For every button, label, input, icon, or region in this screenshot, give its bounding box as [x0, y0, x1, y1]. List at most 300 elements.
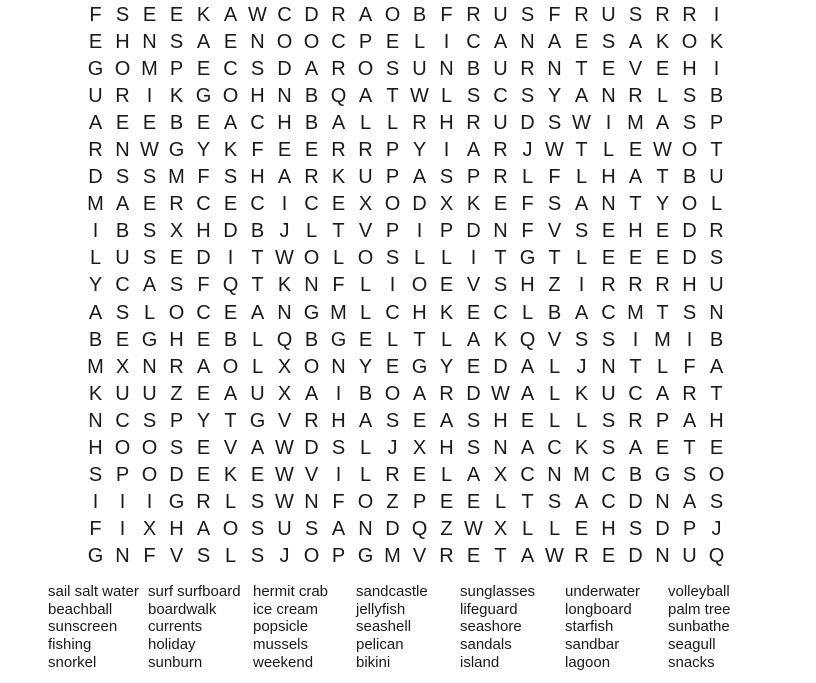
grid-letter: L: [224, 490, 237, 513]
grid-letter: A: [223, 112, 238, 135]
grid-letter: A: [223, 382, 238, 405]
grid-letter: L: [224, 544, 237, 567]
grid-letter: S: [682, 463, 697, 486]
grid-letter: D: [196, 247, 211, 270]
grid-letter: E: [601, 544, 616, 567]
grid-letter: L: [359, 274, 372, 297]
grid-letter: H: [88, 436, 103, 459]
grid-letter: E: [601, 58, 616, 81]
grid-letter: G: [168, 490, 185, 513]
grid-letter: E: [196, 463, 211, 486]
grid-letter: A: [88, 301, 103, 324]
grid-letter: I: [713, 58, 720, 81]
grid-letter: N: [304, 274, 319, 297]
grid-letter: I: [146, 490, 153, 513]
grid-letter: A: [574, 301, 589, 324]
grid-letter: W: [545, 139, 564, 162]
grid-letter: G: [654, 463, 671, 486]
grid-letter: E: [223, 301, 238, 324]
grid-letter: V: [223, 436, 238, 459]
grid-letter: A: [520, 382, 535, 405]
grid-letter: L: [89, 247, 102, 270]
grid-letter: E: [493, 193, 508, 216]
grid-letter: A: [412, 382, 427, 405]
grid-letter: H: [250, 166, 265, 189]
grid-letter: M: [627, 301, 644, 324]
grid-letter: A: [466, 328, 481, 351]
grid-letter: D: [88, 166, 103, 189]
grid-letter: S: [142, 166, 157, 189]
grid-letter: B: [250, 220, 265, 243]
grid-letter: E: [628, 139, 643, 162]
grid-letter: E: [196, 58, 211, 81]
grid-letter: Q: [519, 328, 536, 351]
grid-letter: E: [115, 112, 130, 135]
grid-letter: C: [628, 382, 643, 405]
grid-letter: F: [251, 139, 264, 162]
grid-letter: G: [303, 301, 320, 324]
grid-letter: B: [682, 166, 697, 189]
grid-letter: A: [466, 463, 481, 486]
grid-letter: I: [119, 490, 126, 513]
word-list-item: bikini: [356, 653, 391, 671]
grid-letter: D: [304, 436, 319, 459]
grid-letter: R: [682, 4, 697, 27]
grid-letter: O: [141, 436, 158, 459]
grid-letter: I: [92, 490, 99, 513]
grid-letter: L: [440, 463, 453, 486]
grid-letter: G: [168, 139, 185, 162]
grid-letter: E: [115, 328, 130, 351]
grid-letter: A: [574, 85, 589, 108]
grid-letter: S: [574, 220, 589, 243]
grid-letter: E: [574, 31, 589, 54]
grid-letter: B: [304, 85, 319, 108]
grid-letter: L: [143, 301, 156, 324]
grid-letter: E: [466, 544, 481, 567]
grid-letter: D: [385, 517, 400, 540]
grid-letter: W: [464, 517, 483, 540]
grid-letter: G: [330, 328, 347, 351]
word-list-item: mussels: [253, 636, 309, 654]
grid-letter: Z: [170, 382, 183, 405]
grid-letter: F: [332, 274, 345, 297]
grid-letter: E: [169, 4, 184, 27]
grid-letter: E: [466, 301, 481, 324]
grid-letter: R: [196, 490, 211, 513]
grid-letter: Y: [196, 409, 211, 432]
grid-letter: T: [494, 247, 507, 270]
word-list-item: starfish: [565, 618, 614, 636]
grid-letter: H: [331, 409, 346, 432]
grid-letter: O: [114, 436, 131, 459]
grid-letter: I: [713, 4, 720, 27]
grid-letter: J: [279, 544, 290, 567]
grid-letter: A: [709, 355, 724, 378]
grid-letter: S: [385, 409, 400, 432]
grid-letter: X: [493, 463, 508, 486]
grid-letter: I: [605, 112, 612, 135]
grid-letter: B: [169, 112, 184, 135]
grid-letter: D: [655, 517, 670, 540]
grid-letter: B: [709, 328, 724, 351]
grid-letter: E: [412, 409, 427, 432]
grid-letter: J: [522, 139, 533, 162]
grid-letter: C: [223, 58, 238, 81]
grid-letter: O: [303, 31, 320, 54]
grid-letter: L: [521, 301, 534, 324]
grid-letter: E: [439, 490, 454, 513]
grid-letter: A: [304, 58, 319, 81]
grid-letter: B: [223, 328, 238, 351]
grid-letter: Q: [330, 85, 347, 108]
grid-letter: X: [358, 193, 373, 216]
grid-letter: P: [412, 490, 427, 513]
grid-letter: U: [88, 85, 103, 108]
grid-letter: T: [683, 436, 696, 459]
word-list-item: island: [460, 653, 500, 671]
grid-letter: E: [142, 112, 157, 135]
grid-letter: T: [629, 193, 642, 216]
grid-letter: U: [412, 58, 427, 81]
grid-letter: U: [115, 247, 130, 270]
grid-letter: F: [89, 517, 102, 540]
grid-letter: O: [168, 301, 185, 324]
word-list-item: sunbathe: [668, 618, 730, 636]
grid-letter: R: [169, 355, 184, 378]
grid-letter: A: [223, 4, 238, 27]
grid-letter: I: [119, 517, 126, 540]
word-list-item: sandbar: [565, 636, 620, 654]
grid-letter: D: [466, 382, 481, 405]
grid-letter: K: [574, 382, 589, 405]
grid-letter: R: [628, 85, 643, 108]
grid-letter: A: [358, 4, 373, 27]
grid-letter: N: [709, 301, 724, 324]
grid-letter: I: [227, 247, 234, 270]
grid-letter: S: [547, 490, 562, 513]
word-list-item: jellyfish: [356, 600, 406, 618]
grid-letter: L: [440, 328, 453, 351]
grid-letter: S: [115, 301, 130, 324]
grid-letter: X: [115, 355, 130, 378]
grid-letter: L: [656, 85, 669, 108]
grid-letter: V: [169, 544, 184, 567]
grid-letter: U: [493, 4, 508, 27]
grid-letter: C: [115, 409, 130, 432]
grid-letter: O: [411, 274, 428, 297]
grid-letter: C: [466, 31, 481, 54]
grid-letter: E: [304, 139, 319, 162]
grid-letter: B: [466, 58, 481, 81]
word-list-item: sunburn: [148, 653, 203, 671]
grid-letter: A: [115, 193, 130, 216]
grid-letter: C: [277, 4, 292, 27]
grid-letter: R: [682, 382, 697, 405]
grid-letter: L: [548, 517, 561, 540]
grid-letter: V: [304, 463, 319, 486]
grid-letter: A: [628, 436, 643, 459]
word-list-item: sandcastle: [356, 583, 428, 600]
grid-letter: E: [466, 490, 481, 513]
grid-letter: Z: [386, 490, 399, 513]
grid-letter: C: [601, 490, 616, 513]
grid-letter: W: [275, 463, 294, 486]
grid-letter: R: [655, 274, 670, 297]
grid-letter: C: [493, 301, 508, 324]
grid-letter: A: [520, 436, 535, 459]
grid-letter: A: [547, 31, 562, 54]
grid-letter: R: [439, 544, 454, 567]
grid-letter: I: [389, 274, 396, 297]
word-list-item: holiday: [148, 636, 196, 654]
grid-letter: B: [304, 112, 319, 135]
grid-letter: S: [169, 31, 184, 54]
grid-letter: B: [304, 328, 319, 351]
grid-letter: H: [628, 220, 643, 243]
grid-letter: R: [304, 166, 319, 189]
grid-letter: N: [358, 517, 373, 540]
grid-letter: D: [169, 463, 184, 486]
grid-letter: L: [251, 355, 264, 378]
grid-letter: S: [331, 436, 346, 459]
grid-letter: M: [573, 463, 590, 486]
grid-letter: E: [385, 355, 400, 378]
grid-letter: L: [386, 328, 399, 351]
grid-letter: C: [493, 85, 508, 108]
grid-letter: A: [655, 112, 670, 135]
grid-letter: V: [547, 328, 562, 351]
grid-letter: R: [493, 166, 508, 189]
word-list-item: pelican: [356, 636, 404, 654]
grid-letter: S: [520, 4, 535, 27]
grid-letter: O: [357, 247, 374, 270]
grid-letter: R: [628, 409, 643, 432]
grid-letter: O: [114, 58, 131, 81]
grid-letter: C: [601, 301, 616, 324]
grid-letter: W: [140, 139, 159, 162]
grid-letter: H: [601, 166, 616, 189]
grid-letter: N: [115, 544, 130, 567]
grid-letter: R: [574, 4, 589, 27]
grid-letter: W: [545, 544, 564, 567]
grid-letter: P: [385, 139, 400, 162]
grid-letter: A: [358, 85, 373, 108]
grid-letter: T: [656, 166, 669, 189]
grid-letter: V: [277, 409, 292, 432]
grid-letter: L: [575, 247, 588, 270]
grid-letter: L: [494, 490, 507, 513]
grid-letter: I: [686, 328, 693, 351]
grid-letter: P: [439, 220, 454, 243]
grid-letter: N: [277, 301, 292, 324]
grid-letter: M: [87, 193, 104, 216]
word-list-column: [460, 583, 535, 672]
grid-letter: O: [222, 355, 239, 378]
grid-letter: A: [88, 112, 103, 135]
grid-letter: R: [115, 85, 130, 108]
grid-letter: R: [358, 139, 373, 162]
grid-letter: U: [250, 382, 265, 405]
grid-letter: F: [521, 193, 534, 216]
grid-letter: U: [277, 517, 292, 540]
grid-letter: N: [547, 463, 562, 486]
grid-letter: P: [169, 409, 184, 432]
grid-letter: S: [628, 517, 643, 540]
grid-letter: K: [655, 31, 670, 54]
grid-letter: T: [251, 247, 264, 270]
grid-letter: E: [142, 193, 157, 216]
grid-letter: J: [711, 517, 722, 540]
grid-letter: X: [169, 220, 184, 243]
grid-letter: S: [250, 490, 265, 513]
grid-letter: U: [115, 382, 130, 405]
grid-letter: S: [466, 436, 481, 459]
grid-letter: R: [628, 274, 643, 297]
grid-letter: K: [466, 193, 481, 216]
grid-letter: T: [413, 328, 426, 351]
grid-letter: L: [440, 85, 453, 108]
grid-letter: S: [682, 85, 697, 108]
grid-letter: V: [412, 544, 427, 567]
grid-letter: V: [628, 58, 643, 81]
grid-letter: S: [682, 301, 697, 324]
grid-letter: W: [275, 436, 294, 459]
grid-letter: A: [358, 409, 373, 432]
grid-letter: I: [443, 139, 450, 162]
grid-letter: L: [521, 166, 534, 189]
grid-letter: K: [223, 463, 238, 486]
grid-letter: O: [681, 139, 698, 162]
word-list-item: sunscreen: [48, 618, 118, 636]
grid-letter: A: [493, 31, 508, 54]
grid-letter: K: [493, 328, 508, 351]
grid-letter: N: [655, 490, 670, 513]
grid-letter: E: [520, 409, 535, 432]
grid-letter: T: [386, 85, 399, 108]
grid-letter: N: [655, 544, 670, 567]
word-list-item: sunglasses: [460, 583, 536, 600]
grid-letter: A: [250, 301, 265, 324]
grid-letter: Y: [196, 139, 211, 162]
grid-letter: E: [709, 436, 724, 459]
grid-letter: H: [196, 220, 211, 243]
grid-letter: U: [142, 382, 157, 405]
grid-letter: U: [682, 544, 697, 567]
grid-letter: L: [359, 463, 372, 486]
grid-letter: S: [304, 517, 319, 540]
grid-letter: P: [709, 112, 724, 135]
grid-letter: N: [331, 355, 346, 378]
grid-letter: Q: [708, 544, 725, 567]
grid-letter: I: [632, 328, 639, 351]
grid-letter: O: [222, 85, 239, 108]
word-list-column: [253, 583, 328, 672]
grid-letter: A: [277, 166, 292, 189]
word-list-item: palm tree: [668, 600, 731, 618]
grid-letter: E: [574, 517, 589, 540]
grid-letter: I: [578, 274, 585, 297]
grid-letter: L: [386, 112, 399, 135]
grid-letter: J: [387, 436, 398, 459]
grid-letter: Q: [222, 274, 239, 297]
grid-letter: V: [466, 274, 481, 297]
grid-letter: W: [491, 382, 510, 405]
grid-letter: X: [412, 436, 427, 459]
grid-letter: N: [520, 31, 535, 54]
grid-letter: F: [548, 4, 561, 27]
grid-letter: D: [493, 355, 508, 378]
grid-letter: S: [142, 247, 157, 270]
grid-letter: O: [681, 193, 698, 216]
word-list-column: [148, 583, 241, 672]
grid-letter: O: [303, 247, 320, 270]
grid-letter: R: [709, 220, 724, 243]
grid-letter: S: [466, 409, 481, 432]
grid-letter: T: [710, 382, 723, 405]
grid-letter: L: [548, 382, 561, 405]
grid-letter: N: [88, 409, 103, 432]
grid-letter: N: [142, 31, 157, 54]
grid-letter: S: [196, 544, 211, 567]
grid-letter: R: [385, 463, 400, 486]
grid-letter: I: [335, 382, 342, 405]
grid-letter: S: [601, 328, 616, 351]
grid-letter: S: [169, 436, 184, 459]
grid-letter: J: [576, 355, 587, 378]
grid-letter: N: [601, 355, 616, 378]
grid-letter: E: [196, 436, 211, 459]
grid-letter: E: [250, 463, 265, 486]
grid-letter: K: [196, 4, 211, 27]
grid-letter: B: [358, 382, 373, 405]
grid-letter: W: [248, 4, 267, 27]
grid-letter: N: [142, 355, 157, 378]
grid-letter: D: [682, 220, 697, 243]
grid-letter: A: [574, 193, 589, 216]
grid-letter: H: [493, 409, 508, 432]
grid-letter: H: [439, 436, 454, 459]
grid-letter: P: [682, 517, 697, 540]
grid-letter: R: [88, 139, 103, 162]
word-list-item: lagoon: [565, 653, 611, 671]
grid-letter: S: [250, 58, 265, 81]
grid-letter: L: [413, 247, 426, 270]
grid-letter: H: [601, 517, 616, 540]
grid-letter: S: [115, 4, 130, 27]
grid-letter: S: [88, 463, 103, 486]
word-list-item: surf surfboard: [148, 583, 241, 600]
grid-letter: T: [332, 220, 345, 243]
grid-letter: R: [520, 58, 535, 81]
grid-letter: S: [223, 166, 238, 189]
grid-letter: G: [249, 409, 266, 432]
word-list-column: [356, 583, 428, 672]
grid-letter: C: [304, 193, 319, 216]
grid-letter: S: [547, 112, 562, 135]
word-list-item: lifeguard: [460, 600, 518, 618]
grid-letter: F: [197, 274, 210, 297]
grid-letter: L: [575, 166, 588, 189]
grid-letter: L: [251, 328, 264, 351]
grid-letter: K: [169, 85, 184, 108]
grid-letter: P: [115, 463, 130, 486]
grid-letter: E: [358, 328, 373, 351]
grid-letter: T: [251, 274, 264, 297]
grid-letter: B: [709, 85, 724, 108]
word-list-item: currents: [148, 618, 203, 636]
grid-letter: M: [330, 301, 347, 324]
